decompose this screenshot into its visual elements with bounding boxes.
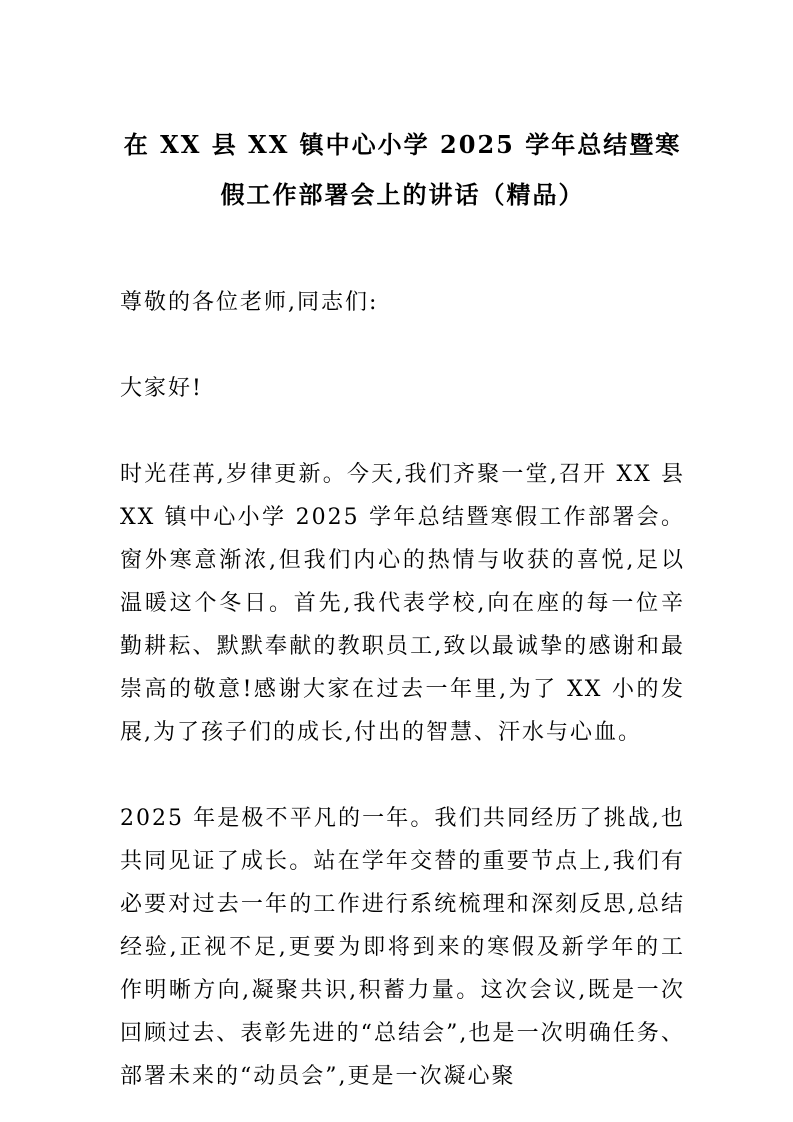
paragraph-year-review: 2025 年是极不平凡的一年。我们共同经历了挑战,也共同见证了成长。站在学年交替的重要节点上,我们有必要对过去一年的工作进行系统梳理和深刻反思,总结经验,正视不足,更要为即将到来的寒假及新学年的工作明晰方向,凝聚共识,积蓄力量。这次会议,既是一次回顾过去、表彰先进的“总结会”,也是一次明确任务、部署未来的“动员会”,更是一次凝心聚 [120, 806, 685, 1089]
paragraph-opening: 时光荏苒,岁律更新。今天,我们齐聚一堂,召开 XX 县 XX 镇中心小学 2025 学年总结暨寒假工作部署会。窗外寒意渐浓,但我们内心的热情与收获的喜悦,足以温暖这个冬日。首先,我代表学校,向在座的每一位辛勤耕耘、默默奉献的教职员工,致以最诚挚的感谢和最崇高的敬意!感谢大家在过去一年里,为了 XX 小的发展,为了孩子们的成长,付出的智慧、汗水与心血。 [120, 462, 685, 745]
document-title: 在 XX 县 XX 镇中心小学 2025 学年总结暨寒假工作部署会上的讲话（精品） [123, 130, 682, 209]
greeting-line: 大家好! [120, 376, 203, 401]
salutation-line: 尊敬的各位老师,同志们: [120, 290, 379, 315]
